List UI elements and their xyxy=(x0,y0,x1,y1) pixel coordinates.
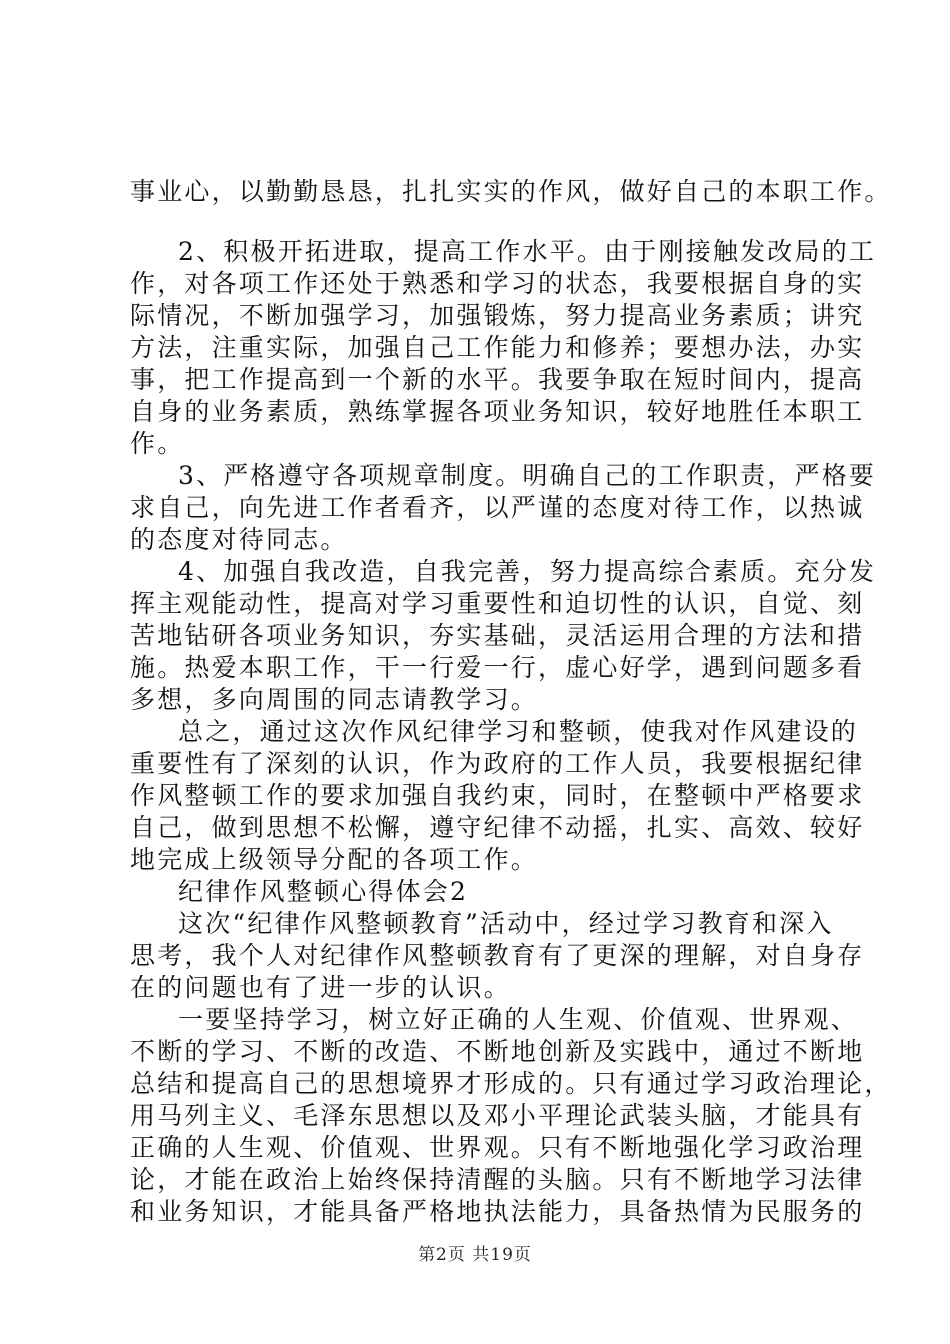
page-number-footer: 第2页 共19页 xyxy=(418,1245,532,1265)
paragraph-line: 正确的人生观、价值观、世界观。只有不断地强化学习政治理 xyxy=(130,1133,865,1162)
paragraph-line: 总结和提高自己的思想境界才形成的。只有通过学习政治理论， xyxy=(130,1069,892,1098)
paragraph-line: 方法，注重实际，加强自己工作能力和修养；要想办法，办实 xyxy=(130,333,865,362)
paragraph-line: 苦地钻研各项业务知识，夯实基础，灵活运用合理的方法和措 xyxy=(130,621,865,650)
paragraph-line: 作，对各项工作还处于熟悉和学习的状态，我要根据自身的实 xyxy=(130,269,865,298)
paragraph-line: 在的问题也有了进一步的认识。 xyxy=(130,973,511,1002)
paragraph-line: 作风整顿工作的要求加强自我约束，同时，在整顿中严格要求 xyxy=(130,781,865,810)
paragraph-line: 多想，多向周围的同志请教学习。 xyxy=(130,685,539,714)
paragraph-line: 思考，我个人对纪律作风整顿教育有了更深的理解，对自身存 xyxy=(130,941,865,970)
paragraph-line: 际情况，不断加强学习，加强锻炼，努力提高业务素质；讲究 xyxy=(130,301,865,330)
paragraph-line: 和业务知识，才能具备严格地执法能力，具备热情为民服务的 xyxy=(130,1197,865,1226)
paragraph-line: 重要性有了深刻的认识，作为政府的工作人员，我要根据纪律 xyxy=(130,749,865,778)
paragraph-line: 2、积极开拓进取，提高工作水平。由于刚接触发改局的工 xyxy=(178,237,877,266)
paragraph-line: 用马列主义、毛泽东思想以及邓小平理论武装头脑，才能具有 xyxy=(130,1101,865,1130)
section-heading: 纪律作风整顿心得体会2 xyxy=(178,877,469,906)
paragraph-line: 地完成上级领导分配的各项工作。 xyxy=(130,845,539,874)
paragraph-line: 作。 xyxy=(130,429,185,458)
paragraph-line: 不断的学习、不断的改造、不断地创新及实践中，通过不断地 xyxy=(130,1037,865,1066)
paragraph-line: 论，才能在政治上始终保持清醒的头脑。只有不断地学习法律 xyxy=(130,1165,865,1194)
paragraph-line: 4、加强自我改造，自我完善，努力提高综合素质。充分发 xyxy=(178,557,877,586)
paragraph-line: 总之，通过这次作风纪律学习和整顿，使我对作风建设的 xyxy=(178,717,859,746)
paragraph-line: 施。热爱本职工作，干一行爱一行，虚心好学，遇到问题多看 xyxy=(130,653,865,682)
paragraph-line: 这次“纪律作风整顿教育”活动中，经过学习教育和深入 xyxy=(178,909,834,938)
paragraph-line: 自身的业务素质，熟练掌握各项业务知识，较好地胜任本职工 xyxy=(130,397,865,426)
paragraph-line: 事，把工作提高到一个新的水平。我要争取在短时间内，提高 xyxy=(130,365,865,394)
paragraph-line: 一要坚持学习，树立好正确的人生观、价值观、世界观、 xyxy=(178,1005,859,1034)
paragraph-line: 事业心，以勤勤恳恳，扎扎实实的作风，做好自己的本职工作。 xyxy=(130,177,892,206)
paragraph-line: 自己，做到思想不松懈，遵守纪律不动摇，扎实、高效、较好 xyxy=(130,813,865,842)
paragraph-line: 的态度对待同志。 xyxy=(130,525,348,554)
paragraph-line: 求自己，向先进工作者看齐，以严谨的态度对待工作，以热诚 xyxy=(130,493,865,522)
paragraph-line: 挥主观能动性，提高对学习重要性和迫切性的认识，自觉、刻 xyxy=(130,589,865,618)
paragraph-line: 3、严格遵守各项规章制度。明确自己的工作职责，严格要 xyxy=(178,461,877,490)
